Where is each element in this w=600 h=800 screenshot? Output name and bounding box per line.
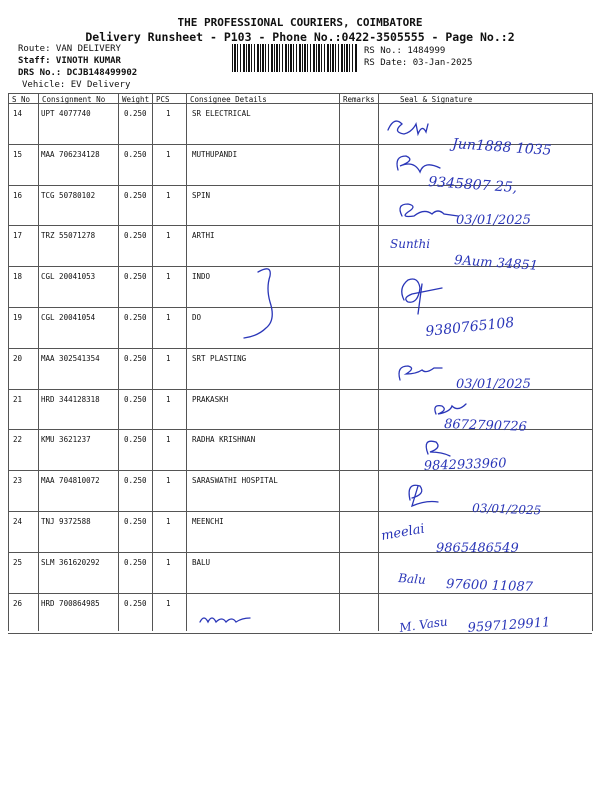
signature-scribble-20 <box>399 366 442 380</box>
handwritten-text-r24a: meelai <box>380 521 426 544</box>
cell-consignee: BALU <box>192 558 211 567</box>
cell-weight: 0.250 <box>124 435 147 444</box>
col-header-consignment: Consignment No <box>42 95 106 104</box>
cell-pcs: 1 <box>166 476 171 485</box>
cell-pcs: 1 <box>166 191 171 200</box>
cell-consignment: MAA 706234128 <box>41 150 100 159</box>
cell-sno: 14 <box>13 109 23 118</box>
cell-consignment: MAA 704810072 <box>41 476 100 485</box>
cell-pcs: 1 <box>166 395 171 404</box>
col-header-pcs: PCS <box>156 95 170 104</box>
cell-consignment: SLM 361620292 <box>41 558 100 567</box>
col-header-remarks: Remarks <box>343 95 375 104</box>
cell-sno: 15 <box>13 150 23 159</box>
cell-consignment: HRD 344128318 <box>41 395 100 404</box>
cell-sno: 17 <box>13 231 23 240</box>
cell-consignment: CGL 20041054 <box>41 313 96 322</box>
signature-scribble-15 <box>397 156 440 172</box>
cell-weight: 0.250 <box>124 558 147 567</box>
handwritten-text-r20: 03/01/2025 <box>456 377 531 392</box>
cell-pcs: 1 <box>166 313 171 322</box>
handwritten-text-r26b: 9597129911 <box>467 615 551 636</box>
signature-scribble-23 <box>409 485 438 506</box>
cell-weight: 0.250 <box>124 109 147 118</box>
cell-consignment: KMU 3621237 <box>41 435 91 444</box>
cell-consignee: SRT PLASTING <box>192 354 247 363</box>
cell-pcs: 1 <box>166 150 171 159</box>
cell-sno: 20 <box>13 354 23 363</box>
cell-pcs: 1 <box>166 599 171 608</box>
cell-weight: 0.250 <box>124 517 147 526</box>
vehicle-label: Vehicle: EV Delivery <box>22 80 131 90</box>
signature-scribble-22 <box>426 441 450 456</box>
signature-scribble-16 <box>400 204 458 217</box>
cell-weight: 0.250 <box>124 395 147 404</box>
cell-sno: 18 <box>13 272 23 281</box>
cell-consignment: TCG 50780102 <box>41 191 96 200</box>
cell-weight: 0.250 <box>124 272 147 281</box>
cell-weight: 0.250 <box>124 231 147 240</box>
handwritten-text-r17a: Sunthi <box>390 237 431 251</box>
col-header-consignee: Consignee Details <box>190 95 267 104</box>
rs-date: RS Date: 03-Jan-2025 <box>364 58 473 68</box>
drs-number: DRS No.: DCJB148499902 <box>18 68 138 78</box>
handwritten-text-r19: 9380765108 <box>424 314 516 340</box>
cell-pcs: 1 <box>166 558 171 567</box>
route-label: Route: VAN DELIVERY <box>18 44 121 54</box>
cell-consignee: SPIN <box>192 191 211 200</box>
cell-consignment: TNJ 9372588 <box>41 517 91 526</box>
handwritten-text-r24b: 9865486549 <box>436 541 519 556</box>
cell-weight: 0.250 <box>124 313 147 322</box>
cell-weight: 0.250 <box>124 354 147 363</box>
handwritten-text-r17b: 9Aum 34851 <box>453 253 539 274</box>
cell-sno: 19 <box>13 313 23 322</box>
staff-label: Staff: VINOTH KUMAR <box>18 56 121 66</box>
cell-consignee: SR ELECTRICAL <box>192 109 251 118</box>
cell-sno: 26 <box>13 599 23 608</box>
cell-consignment: UPT 4077740 <box>41 109 91 118</box>
cell-consignee: DO <box>192 313 202 322</box>
handwritten-text-r23: 03/01/2025 <box>471 501 542 518</box>
cell-weight: 0.250 <box>124 476 147 485</box>
handwritten-text-r15: 9345807 25, <box>427 174 518 197</box>
cell-pcs: 1 <box>166 109 171 118</box>
cell-consignment: CGL 20041053 <box>41 272 96 281</box>
col-header-sno: S No <box>12 95 31 104</box>
cell-consignee: SARASWATHI HOSPITAL <box>192 476 278 485</box>
cell-consignee: MEENCHI <box>192 517 224 526</box>
cell-sno: 25 <box>13 558 23 567</box>
cell-sno: 23 <box>13 476 23 485</box>
cell-consignee: MUTHUPANDI <box>192 150 238 159</box>
signature-scribble-14 <box>388 121 428 134</box>
handwritten-text-r14: Jun1888 1035 <box>451 136 552 159</box>
cell-weight: 0.250 <box>124 191 147 200</box>
cell-pcs: 1 <box>166 231 171 240</box>
cell-consignee: INDO <box>192 272 211 281</box>
cell-consignment: MAA 302541354 <box>41 354 100 363</box>
handwritten-text-r25a: Balu <box>397 571 427 587</box>
handwritten-mark-26 <box>200 618 250 622</box>
col-header-signature: Seal & Signature <box>400 95 473 104</box>
handwritten-text-r22: 9842933960 <box>423 456 507 474</box>
cell-consignment: HRD 700864985 <box>41 599 100 608</box>
company-title: THE PROFESSIONAL COURIERS, COIMBATORE <box>177 16 423 29</box>
cell-consignee: ARTHI <box>192 231 215 240</box>
cell-sno: 22 <box>13 435 23 444</box>
handwritten-text-r25b: 97600 11087 <box>445 577 534 596</box>
handwritten-text-r16: 03/01/2025 <box>456 213 531 228</box>
cell-pcs: 1 <box>166 354 171 363</box>
rs-number: RS No.: 1484999 <box>364 46 446 56</box>
cell-consignment: TRZ 55071278 <box>41 231 96 240</box>
cell-pcs: 1 <box>166 435 171 444</box>
cell-sno: 24 <box>13 517 23 526</box>
pen-bracket-mark <box>244 269 272 338</box>
col-header-weight: Weight <box>122 95 150 104</box>
cell-consignee: PRAKASKH <box>192 395 229 404</box>
cell-sno: 16 <box>13 191 23 200</box>
handwritten-text-r26a: M. Vasu <box>398 614 449 635</box>
signature-scribble-19 <box>402 279 442 314</box>
runsheet-subtitle: Delivery Runsheet - P103 - Phone No.:0422-3505555 - Page No.:2 <box>85 30 515 44</box>
cell-pcs: 1 <box>166 517 171 526</box>
cell-pcs: 1 <box>166 272 171 281</box>
handwritten-text-r21: 8672790726 <box>443 417 528 435</box>
cell-consignee: RADHA KRISHNAN <box>192 435 256 444</box>
cell-sno: 21 <box>13 395 23 404</box>
signature-scribble-21 <box>435 404 466 414</box>
cell-weight: 0.250 <box>124 150 147 159</box>
cell-weight: 0.250 <box>124 599 147 608</box>
